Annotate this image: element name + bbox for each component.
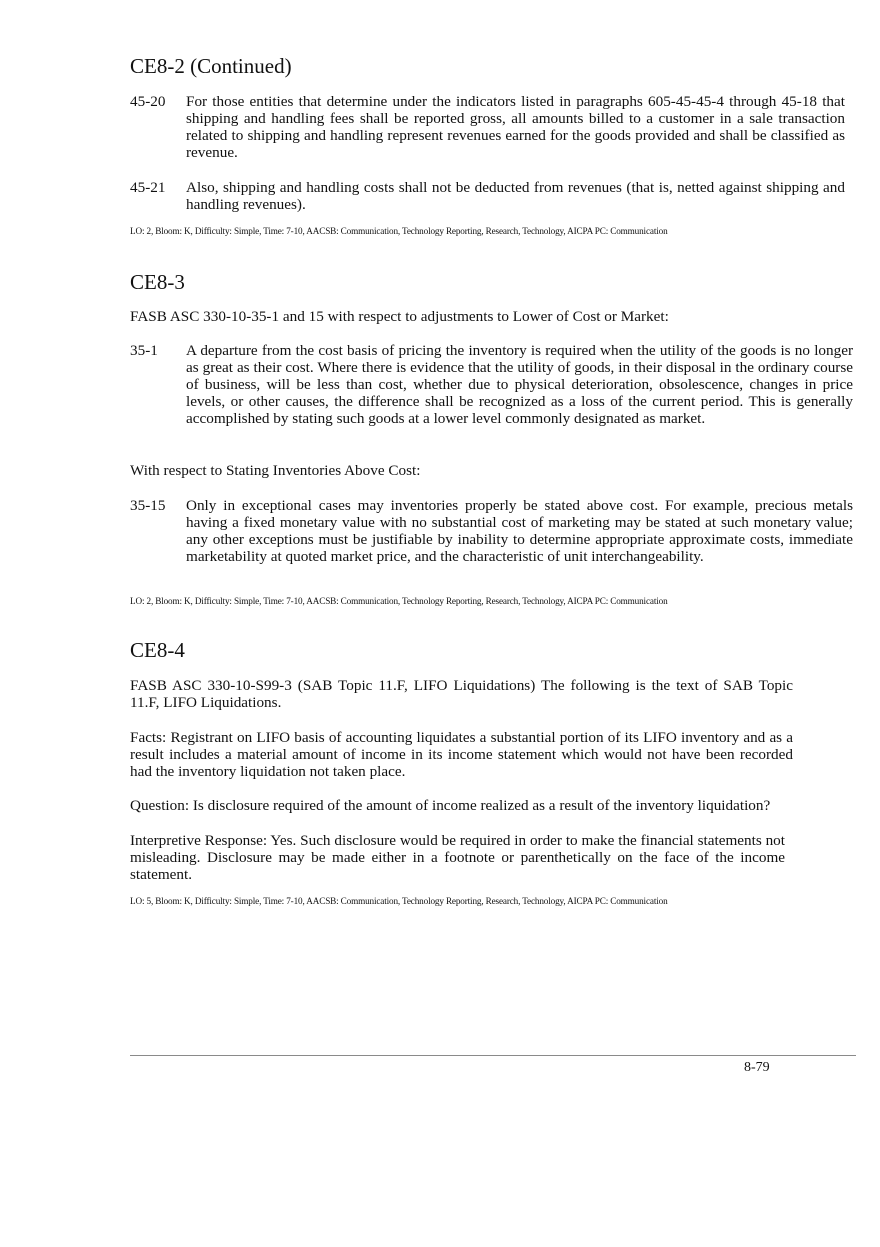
facts-paragraph: Facts: Registrant on LIFO basis of accounting liquidates a substantial portion of its LIFO inventory and as a result includes a material amount of income in its income statement which would not have been recorded had the inventory liquidation not taken place. [130,729,793,780]
response-paragraph: Interpretive Response: Yes. Such disclosure would be required in order to make the financial statements not misleading. Disclosure may be made either in a footnote or parenthetically on the face of the income statement. [130,832,785,883]
paragraph-35-15 [130,497,853,565]
learning-objective-meta: LO: 2, Bloom: K, Difficulty: Simple, Time: 7-10, AACSB: Communication, Technology Reporting, Research, Technology, AICPA PC: Communication [130,226,668,236]
section-intro: FASB ASC 330-10-35-1 and 15 with respect to adjustments to Lower of Cost or Market: [130,308,669,325]
learning-objective-meta: LO: 2, Bloom: K, Difficulty: Simple, Time: 7-10, AACSB: Communication, Technology Reporting, Research, Technology, AICPA PC: Communication [130,596,668,606]
paragraph-number: 35-1 [130,342,158,359]
question-paragraph: Question: Is disclosure required of the amount of income realized as a result of the inventory liquidation? [130,797,771,814]
paragraph-number: 35-15 [130,497,166,514]
paragraph-text: For those entities that determine under the indicators listed in paragraphs 605-45-45-4 through 45-18 that shipping and handling fees shall be reported gross, all amounts billed to a customer in a sale transaction related to shipping and handling represent revenues earned for the goods provided and shall be classified as revenue. [186,93,845,161]
learning-objective-meta: LO: 5, Bloom: K, Difficulty: Simple, Time: 7-10, AACSB: Communication, Technology Reporting, Research, Technology, AICPA PC: Communication [130,896,668,906]
section-intro: With respect to Stating Inventories Above Cost: [130,462,421,479]
paragraph-35-1 [130,342,853,427]
page-number: 8-79 [744,1060,770,1075]
paragraph-number: 45-21 [130,179,166,196]
paragraph-number: 45-20 [130,93,166,110]
section-heading-ce8-2: CE8-2 (Continued) [130,54,292,78]
paragraph-45-20 [130,93,845,161]
paragraph-text: Only in exceptional cases may inventories properly be stated above cost. For example, precious metals having a fixed monetary value with no substantial cost of marketing may be stated at such monetary value; any other exceptions must be justifiable by inability to determine appropriate approximate costs, immediate marketability at quoted market price, and the characteristic of unit interchangeability. [186,497,853,565]
paragraph-45-21 [130,179,845,213]
section-heading-ce8-4: CE8-4 [130,638,185,662]
section-heading-ce8-3: CE8-3 [130,270,185,294]
paragraph-text: Also, shipping and handling costs shall not be deducted from revenues (that is, netted against shipping and handling revenues). [186,179,845,213]
paragraph-text: A departure from the cost basis of pricing the inventory is required when the utility of the goods is no longer as great as their cost. Where there is evidence that the utility of goods, in their disposal in the ordinary course of business, will be less than cost, whether due to physical deterioration, obsolescence, changes in price levels, or other causes, the difference shall be recognized as a loss of the current period. This is generally accomplished by stating such goods at a lower level commonly designated as market. [186,342,853,427]
footer-divider [130,1055,856,1056]
section-intro: FASB ASC 330-10-S99-3 (SAB Topic 11.F, LIFO Liquidations) The following is the text of SAB Topic 11.F, LIFO Liquidations. [130,677,793,711]
